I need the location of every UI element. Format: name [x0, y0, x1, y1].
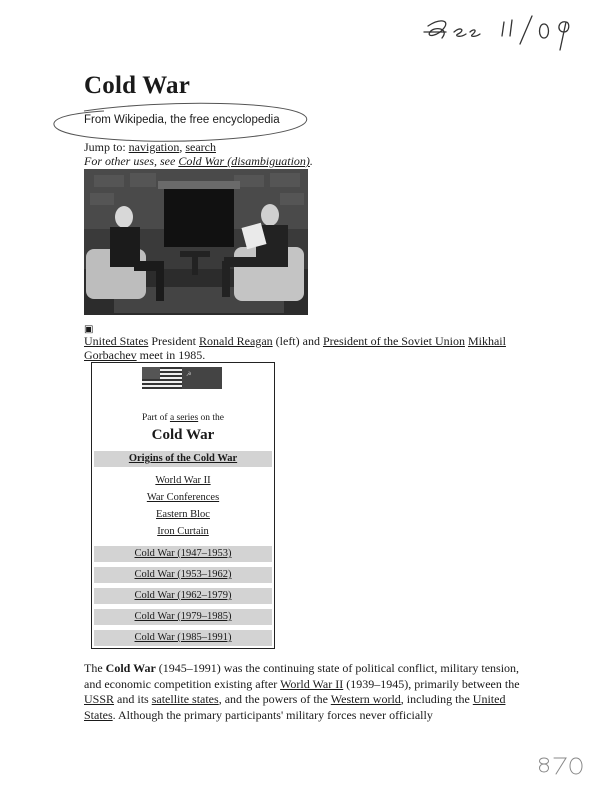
body-text-2: (1939–1945), primarily between the [343, 676, 520, 691]
us-ussr-flags [142, 367, 222, 389]
period-band[interactable] [94, 546, 272, 562]
other-uses-prefix: For other uses, see [84, 154, 179, 168]
ussr-link[interactable]: USSR [84, 692, 115, 706]
period-link[interactable]: Cold War (1985–1991) [134, 632, 232, 643]
caption-text-2: (left) and [272, 334, 323, 348]
period-band[interactable] [94, 630, 272, 646]
handwritten-date-drawing [420, 8, 580, 58]
origins-heading[interactable] [94, 451, 272, 467]
united-states-link[interactable]: United States [84, 692, 506, 722]
caption-link-us[interactable]: United States [84, 334, 149, 348]
period-band[interactable] [94, 567, 272, 583]
origins-item-link[interactable]: War Conferences [146, 492, 220, 503]
caption-link-reagan[interactable]: Ronald Reagan [199, 334, 273, 348]
origins-heading-link[interactable]: Origins of the Cold War [128, 453, 238, 464]
western-world-link[interactable]: Western world [330, 692, 401, 706]
body-text-3: and its [114, 692, 152, 706]
caption-text-1: President [148, 334, 199, 348]
page-title: Cold War [84, 72, 191, 99]
origins-item-link[interactable]: World War II [155, 475, 211, 486]
handwritten-date [420, 8, 580, 58]
caption-link-gorbachev[interactable]: Mikhail Gorbachev [84, 334, 506, 362]
satellite-states-link[interactable]: satellite states [151, 692, 219, 706]
navigation-link[interactable]: navigation [128, 140, 180, 154]
enlarge-icon[interactable]: ▣ [84, 324, 94, 335]
reagan-gorbachev-photo[interactable] [84, 169, 308, 315]
body-text-1: (1945–1991) was the continuing state of political conflict, military tension, and economic competition existing after [84, 661, 520, 691]
disambiguation-note [84, 154, 313, 169]
other-uses-suffix: . [309, 154, 313, 168]
jump-separator: , [179, 140, 186, 154]
period-band[interactable] [94, 609, 272, 625]
caption-link-president-su[interactable]: President of the Soviet Union [322, 334, 465, 348]
tagline: From Wikipedia, the free encyclopedia [84, 114, 280, 126]
period-link[interactable]: Cold War (1953–1962) [134, 569, 232, 580]
search-link[interactable]: search [185, 140, 216, 154]
series-link[interactable]: a series [169, 413, 199, 423]
origins-item-link[interactable]: Eastern Bloc [156, 509, 210, 520]
intro-paragraph [84, 661, 524, 723]
period-link[interactable]: Cold War (1962–1979) [134, 590, 232, 601]
wwii-link[interactable]: World War II [280, 676, 344, 691]
page-number-drawing [536, 750, 586, 780]
jump-to-line [84, 140, 216, 155]
disambiguation-link[interactable]: Cold War (disambiguation) [178, 154, 310, 168]
body-text-0: The [84, 661, 106, 675]
period-link[interactable]: Cold War (1979–1985) [134, 611, 232, 622]
jump-prefix: Jump to: [84, 140, 129, 154]
body-bold-term: Cold War [105, 661, 156, 675]
caption-text-4: meet in 1985. [136, 348, 206, 362]
body-text-6: . Although the primary participants' military forces never officially [112, 707, 433, 722]
body-text-5: , including the [400, 692, 473, 706]
origins-item-link[interactable]: Iron Curtain [157, 526, 209, 537]
photo-caption [84, 334, 524, 362]
series-title: Cold War [151, 427, 215, 443]
period-link[interactable]: Cold War (1947–1953) [134, 548, 232, 559]
series-navbox [91, 362, 275, 649]
series-part-prefix: Part of [141, 413, 170, 423]
handwritten-page-number [536, 750, 586, 780]
photo-drawing [84, 169, 308, 315]
period-band[interactable] [94, 588, 272, 604]
svg-text:☭: ☭ [186, 371, 192, 378]
series-part-suffix: on the [198, 413, 225, 423]
body-text-4: , and the powers of the [218, 692, 331, 706]
origins-item[interactable] [92, 475, 274, 486]
series-part-of [92, 413, 274, 423]
origins-item[interactable] [92, 509, 274, 520]
origins-item[interactable] [92, 526, 274, 537]
origins-item[interactable] [92, 492, 274, 503]
